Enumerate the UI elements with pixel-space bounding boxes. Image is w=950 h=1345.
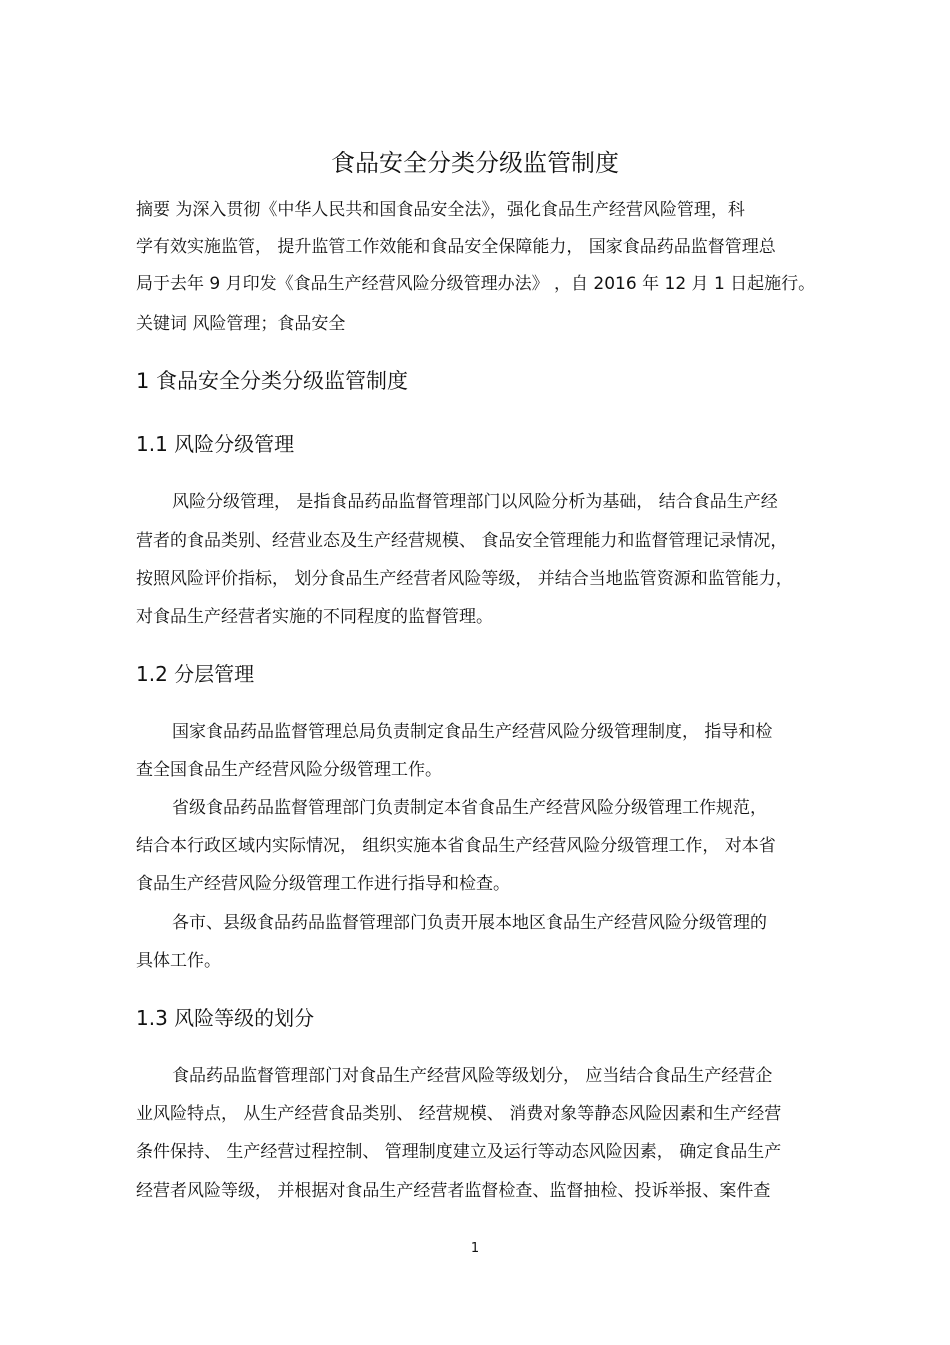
section-1-3-heading: 1.3 风险等级的划分 [136,1006,315,1030]
keywords-line: 关键词 风险管理；食品安全 [136,314,346,334]
abstract-line-2: 学有效实施监管， 提升监管工作效能和食品安全保障能力， 国家食品药品监督管理总 [136,237,776,257]
section-1-1-line-1: 风险分级管理， 是指食品药品监督管理部门以风险分析为基础， 结合食品生产经 [172,492,778,512]
abstract-line-3: 局于去年 9 月印发《食品生产经营风险分级管理办法》 ，自 2016 年 12 月 1 日起施行。 [136,274,816,294]
section-1-2-line-3: 省级食品药品监督管理部门负责制定本省食品生产经营风险分级管理工作规范， [172,798,767,818]
section-1-1-line-3: 按照风险评价指标， 划分食品生产经营者风险等级， 并结合当地监管资源和监管能力， [136,569,793,589]
section-1-2-line-2: 查全国食品生产经营风险分级管理工作。 [136,760,442,780]
section-1-2-line-6: 各市、县级食品药品监督管理部门负责开展本地区食品生产经营风险分级管理的 [172,913,767,933]
section-1-2-line-4: 结合本行政区域内实际情况， 组织实施本省食品生产经营风险分级管理工作， 对本省 [136,836,776,856]
abstract-line-1: 摘要 为深入贯彻《中华人民共和国食品安全法》，强化食品生产经营风险管理，科 [136,200,745,220]
section-1-3-line-3: 条件保持、 生产经营过程控制、 管理制度建立及运行等动态风险因素， 确定食品生产 [136,1142,782,1162]
document-title: 食品安全分类分级监管制度 [331,149,619,177]
section-1-heading: 1 食品安全分类分级监管制度 [136,369,409,393]
section-1-2-heading: 1.2 分层管理 [136,662,255,686]
section-1-1-line-4: 对食品生产经营者实施的不同程度的监督管理。 [136,607,493,627]
section-1-2-line-1: 国家食品药品监督管理总局负责制定食品生产经营风险分级管理制度， 指导和检 [172,722,773,742]
section-1-1-heading: 1.1 风险分级管理 [136,432,295,456]
page-number: 1 [470,1241,480,1256]
section-1-2-line-7: 具体工作。 [136,951,221,971]
section-1-3-line-4: 经营者风险等级， 并根据对食品生产经营者监督检查、监督抽检、投诉举报、案件查 [136,1181,771,1201]
section-1-1-line-2: 营者的食品类别、经营业态及生产经营规模、 食品安全管理能力和监督管理记录情况， [136,531,788,551]
section-1-3-line-2: 业风险特点， 从生产经营食品类别、 经营规模、 消费对象等静态风险因素和生产经营 [136,1104,782,1124]
section-1-3-line-1: 食品药品监督管理部门对食品生产经营风险等级划分， 应当结合食品生产经营企 [172,1066,773,1086]
section-1-2-line-5: 食品生产经营风险分级管理工作进行指导和检查。 [136,874,510,894]
